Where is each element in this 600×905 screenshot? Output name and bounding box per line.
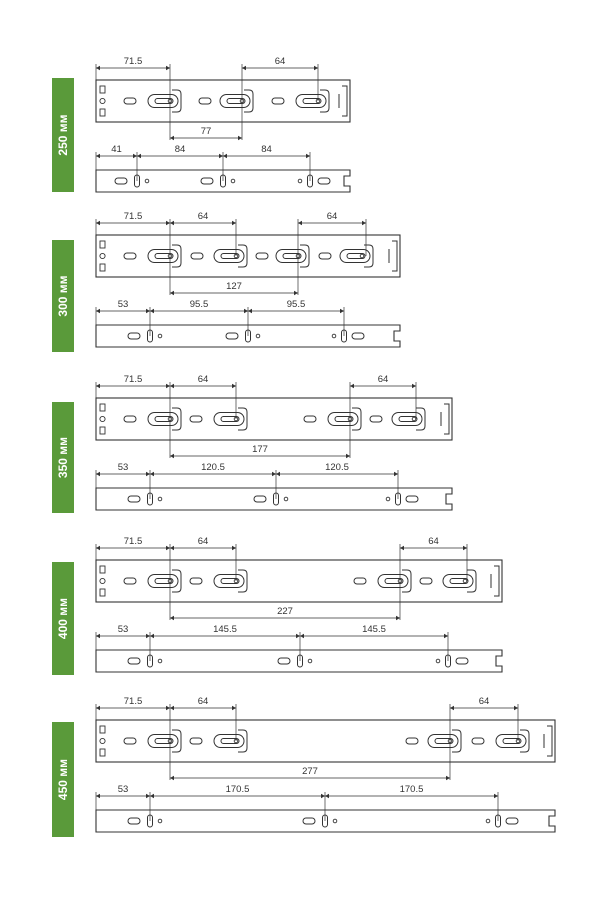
- dim-right-pitch-label: 64: [377, 374, 389, 385]
- mounting-slot: [428, 730, 461, 752]
- dim-right-pitch-label: 64: [326, 211, 338, 222]
- oval-hole: [190, 578, 202, 584]
- dim-left-pitch-label: 64: [197, 374, 209, 385]
- oval-hole: [115, 178, 127, 184]
- oval-hole: [506, 818, 518, 824]
- dim-bottom-last: [248, 299, 344, 313]
- oval-hole: [456, 658, 468, 664]
- oval-hole: [190, 738, 202, 744]
- length-tab: [52, 240, 74, 352]
- dim-left-pitch-label: 64: [197, 211, 209, 222]
- dim-bottom-middle: [137, 144, 223, 158]
- dim-bottom-middle-label: 170.5: [225, 784, 250, 795]
- dim-bottom-last-label: 84: [261, 144, 272, 155]
- dim-bottom-first: [96, 144, 137, 158]
- oval-hole: [304, 416, 316, 422]
- dim-bottom-first: [96, 299, 150, 313]
- dim-right-pitch: [450, 696, 518, 710]
- dim-span-label: 277: [302, 766, 318, 777]
- dim-bottom-first: [96, 784, 150, 798]
- size-section-3: [52, 374, 452, 513]
- dim-first-slot-label: 71.5: [123, 374, 143, 385]
- mounting-slot: [340, 245, 373, 267]
- dim-right-pitch: [400, 536, 467, 550]
- dim-bottom-middle: [150, 624, 300, 638]
- mounting-slot: [276, 245, 309, 267]
- dim-span-label: 127: [226, 281, 242, 292]
- oval-hole: [352, 333, 364, 339]
- oval-hole: [406, 496, 418, 502]
- dim-bottom-last-label: 95.5: [286, 299, 306, 310]
- oval-hole: [254, 496, 266, 502]
- dim-span-label: 227: [277, 606, 293, 617]
- dim-right-pitch-label: 64: [274, 56, 286, 67]
- inner-rail: [96, 810, 555, 832]
- dim-first-slot: [96, 536, 170, 550]
- mounting-slot: [378, 570, 411, 592]
- mounting-slot: [214, 408, 247, 430]
- dim-bottom-last: [300, 624, 448, 638]
- dim-first-slot-label: 71.5: [123, 536, 143, 547]
- size-section-1: [52, 56, 350, 192]
- mounting-slot: [328, 408, 361, 430]
- oval-hole: [226, 333, 238, 339]
- oval-hole: [303, 818, 315, 824]
- dim-bottom-first-label: 41: [111, 144, 122, 155]
- dim-first-slot-label: 71.5: [123, 696, 143, 707]
- dim-left-pitch: [170, 536, 236, 550]
- length-tab-label: 250 мм: [56, 114, 70, 156]
- dim-bottom-first-label: 53: [117, 624, 129, 635]
- dim-right-pitch: [242, 56, 318, 70]
- oval-hole: [128, 818, 140, 824]
- length-tab-label: 300 мм: [56, 275, 70, 317]
- mounting-slot: [148, 408, 181, 430]
- oval-hole: [319, 253, 331, 259]
- oval-hole: [124, 578, 136, 584]
- dim-bottom-middle: [150, 299, 248, 313]
- outer-rail: [96, 235, 400, 277]
- oval-hole: [272, 98, 284, 104]
- dim-left-pitch-label: 64: [197, 696, 209, 707]
- dim-first-slot-label: 71.5: [123, 56, 143, 67]
- dim-first-slot-label: 71.5: [123, 211, 143, 222]
- length-tab: [52, 722, 74, 837]
- size-section-4: [52, 536, 502, 675]
- dim-right-pitch: [350, 374, 416, 388]
- inner-rail: [96, 488, 452, 510]
- dim-span: [170, 766, 450, 780]
- oval-hole: [124, 253, 136, 259]
- size-section-5: [52, 696, 555, 837]
- oval-hole: [128, 658, 140, 664]
- length-tab: [52, 402, 74, 513]
- outer-rail: [96, 560, 502, 602]
- oval-hole: [124, 98, 136, 104]
- round-hole: [231, 179, 235, 183]
- mounting-slot: [296, 90, 329, 112]
- mounting-slot: [392, 408, 425, 430]
- dim-bottom-middle: [150, 462, 276, 476]
- dim-span-label: 77: [200, 126, 212, 137]
- round-hole: [436, 659, 440, 663]
- mounting-slot: [214, 570, 247, 592]
- round-hole: [308, 659, 312, 663]
- dim-right-pitch: [298, 211, 366, 225]
- length-tab-label: 450 мм: [56, 758, 70, 801]
- outer-rail: [96, 80, 350, 122]
- dim-left-pitch: [170, 374, 236, 388]
- dim-bottom-first-label: 53: [117, 462, 129, 473]
- dim-span: [170, 126, 242, 140]
- round-hole: [386, 497, 390, 501]
- oval-hole: [124, 738, 136, 744]
- round-hole: [145, 179, 149, 183]
- oval-hole: [190, 416, 202, 422]
- length-tab-label: 350 мм: [56, 436, 70, 479]
- dim-bottom-middle-label: 120.5: [201, 462, 225, 473]
- mounting-slot: [496, 730, 529, 752]
- mounting-slot: [443, 570, 476, 592]
- round-hole: [158, 334, 162, 338]
- oval-hole: [124, 416, 136, 422]
- dim-span: [170, 281, 298, 295]
- length-tab: [52, 562, 74, 675]
- outer-rail: [96, 398, 452, 440]
- oval-hole: [191, 253, 203, 259]
- dim-right-pitch-label: 64: [478, 696, 490, 707]
- dim-left-pitch-label: 64: [197, 536, 209, 547]
- dim-span: [170, 606, 400, 620]
- oval-hole: [420, 578, 432, 584]
- dim-left-pitch: [170, 696, 236, 710]
- dim-bottom-middle-label: 84: [174, 144, 186, 155]
- dim-first-slot: [96, 696, 170, 710]
- dim-bottom-first: [96, 624, 150, 638]
- oval-hole: [370, 416, 382, 422]
- round-hole: [333, 819, 337, 823]
- round-hole: [332, 334, 336, 338]
- round-hole: [284, 497, 288, 501]
- dim-first-slot: [96, 56, 170, 70]
- dim-bottom-last: [223, 144, 310, 158]
- dim-bottom-first-label: 53: [117, 299, 129, 310]
- oval-hole: [128, 496, 140, 502]
- size-section-2: [52, 211, 400, 352]
- dim-span: [170, 444, 350, 458]
- round-hole: [158, 497, 162, 501]
- oval-hole: [406, 738, 418, 744]
- length-tab: [52, 78, 74, 192]
- length-tab-label: 400 мм: [56, 597, 70, 640]
- oval-hole: [128, 333, 140, 339]
- round-hole: [256, 334, 260, 338]
- mounting-slot: [220, 90, 253, 112]
- inner-rail: [96, 650, 502, 672]
- dim-bottom-last: [276, 462, 398, 476]
- mounting-slot: [148, 570, 181, 592]
- dim-first-slot: [96, 211, 170, 225]
- oval-hole: [199, 98, 211, 104]
- dim-left-pitch: [170, 211, 236, 225]
- mounting-slot: [214, 730, 247, 752]
- oval-hole: [256, 253, 268, 259]
- dim-bottom-first: [96, 462, 150, 476]
- dim-bottom-last-label: 120.5: [325, 462, 349, 473]
- mounting-slot: [148, 245, 181, 267]
- mounting-slot: [214, 245, 247, 267]
- dim-right-pitch-label: 64: [428, 536, 439, 547]
- dim-first-slot: [96, 374, 170, 388]
- dim-bottom-middle: [150, 784, 325, 798]
- dim-bottom-middle-label: 145.5: [213, 624, 237, 635]
- dim-bottom-last-label: 145.5: [362, 624, 386, 635]
- mounting-slot: [148, 90, 181, 112]
- outer-rail: [96, 720, 555, 762]
- oval-hole: [354, 578, 366, 584]
- round-hole: [158, 659, 162, 663]
- dim-bottom-last-label: 170.5: [399, 784, 424, 795]
- round-hole: [298, 179, 302, 183]
- dim-bottom-first-label: 53: [117, 784, 129, 795]
- dim-span-label: 177: [252, 444, 268, 455]
- round-hole: [158, 819, 162, 823]
- oval-hole: [278, 658, 290, 664]
- mounting-slot: [148, 730, 181, 752]
- dim-bottom-last: [325, 784, 498, 798]
- oval-hole: [472, 738, 484, 744]
- oval-hole: [201, 178, 213, 184]
- oval-hole: [318, 178, 330, 184]
- dim-bottom-middle-label: 95.5: [189, 299, 209, 310]
- round-hole: [486, 819, 490, 823]
